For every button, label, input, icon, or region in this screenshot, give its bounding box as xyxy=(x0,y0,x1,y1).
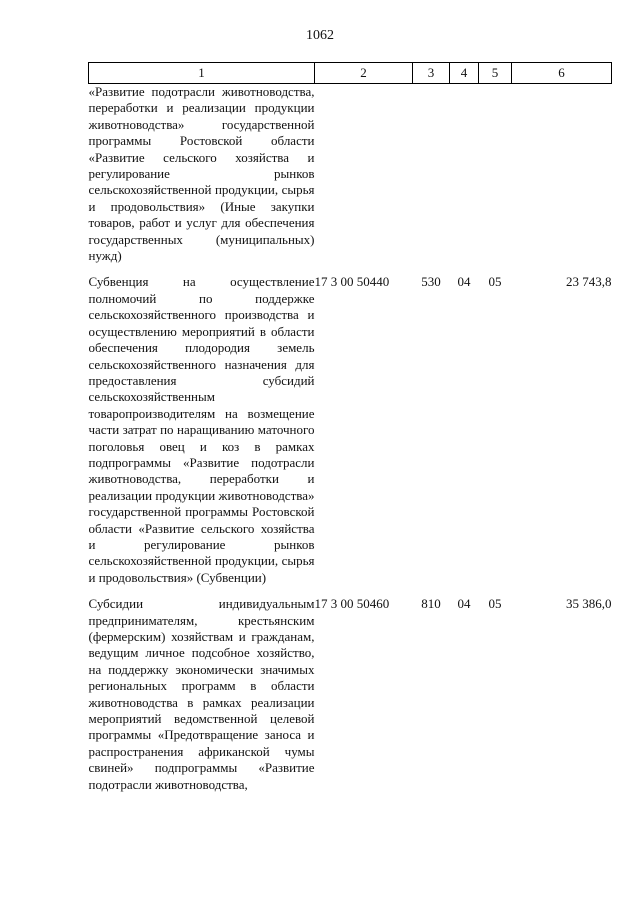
header-col-4: 4 xyxy=(450,63,479,84)
table-row xyxy=(89,274,612,586)
row-vr: 530 xyxy=(421,274,441,290)
header-col-3: 3 xyxy=(413,63,450,84)
row-vr: 810 xyxy=(421,596,441,612)
row-pr xyxy=(479,84,512,265)
row-amount: 23 743,8 xyxy=(566,274,612,290)
row-amount: 35 386,0 xyxy=(566,596,612,612)
row-description: Субсидии индивидуальным предпринимателям, крестьянским (фермерским) хозяйствам и гражданам, ведущим личное подсобное хозяйство, на поддержку экономически значимых региональных программ в области животноводства в рамках реализации мероприятий ведомственной целевой программы «Предотвращение заноса и распространения африканской чумы свиней» подпрограммы «Развитие подотрасли животноводства, xyxy=(88,596,315,792)
header-col-6: 6 xyxy=(512,63,612,84)
row-rz: 04 xyxy=(457,274,471,290)
table-row xyxy=(89,596,612,793)
header-col-5: 5 xyxy=(479,63,512,84)
row-pr: 05 xyxy=(488,274,502,290)
row-vr xyxy=(413,84,450,265)
row-description: «Развитие подотрасли животноводства, переработки и реализации продукции животноводства» государственной программы Ростовской области «Развитие сельского хозяйства и регулирование рынков сельскохозяйственной продукции, сырья и продовольствия» (Иные закупки товаров, работ и услуг для обеспечения государственных (муниципальных) нужд) xyxy=(88,84,315,264)
row-code: 17 3 00 50440 xyxy=(314,274,390,290)
table-row xyxy=(89,84,612,265)
row-rz: 04 xyxy=(457,596,471,612)
row-amount xyxy=(512,84,612,265)
header-col-1: 1 xyxy=(89,63,315,84)
page-number: 1062 xyxy=(306,28,334,43)
row-description: Субвенция на осуществление полномочий по поддержке сельскохозяйственного производства и осуществлению мероприятий в области обеспечения плодородия земель сельскохозяйственного назначения для предоставления субсидий сельскохозяйственным товаропроизводителям на возмещение части затрат по наращиванию маточного поголовья овец и коз в рамках подпрограммы «Развитие подотрасли животноводства, переработки и реализации продукции животноводства» государственной программы Ростовской области «Развитие сельского хозяйства и регулирование рынков сельскохозяйственной продукции, сырья и продовольствия» (Субвенции) xyxy=(88,274,315,585)
header-col-2: 2 xyxy=(315,63,413,84)
budget-table xyxy=(88,62,612,793)
table-header-row xyxy=(89,63,612,84)
row-code xyxy=(315,84,413,265)
row-code: 17 3 00 50460 xyxy=(314,596,390,612)
row-pr: 05 xyxy=(488,596,502,612)
row-rz xyxy=(450,84,479,265)
